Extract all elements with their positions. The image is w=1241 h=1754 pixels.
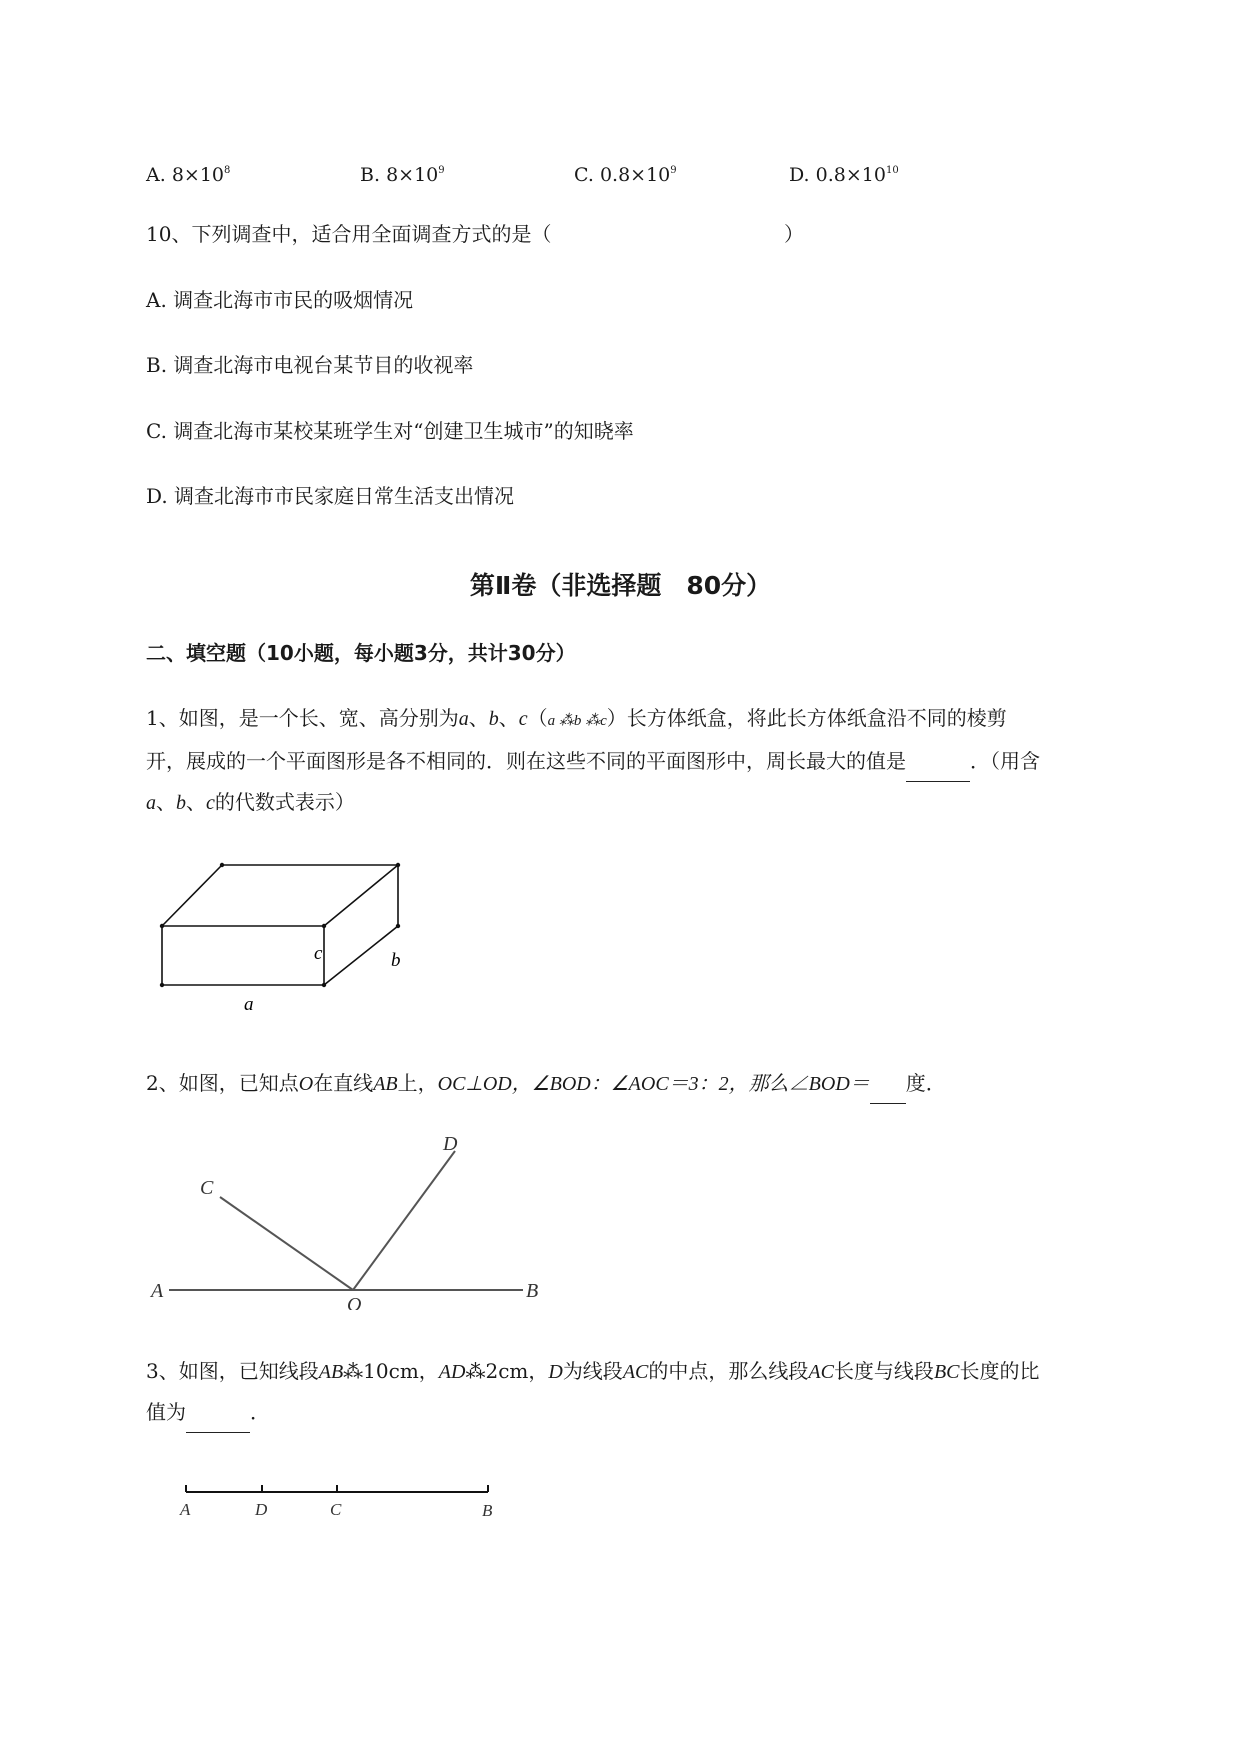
p3-text-6: 长度与线段 (833, 1359, 934, 1383)
option-value: 0.8×10 (815, 164, 886, 186)
var-c: c (206, 792, 215, 814)
var-d: D (548, 1361, 563, 1383)
p2-text-b: 在直线 (313, 1071, 374, 1095)
p2-relation: OC⊥OD，∠BOD：∠AOC＝3：2，那么∠BOD＝ (437, 1073, 870, 1095)
p3-text-4: 为线段 (562, 1359, 623, 1383)
label-a: a (244, 994, 254, 1015)
p1-text-a: 1、如图，是一个长、宽、高分别为 (146, 706, 459, 730)
cuboid-figure (150, 850, 420, 1020)
cuboid-side-face (324, 865, 398, 985)
q9-option-b (360, 159, 445, 187)
answer-blank[interactable] (870, 1063, 906, 1104)
p1-condition: a ⁂b ⁂c (547, 713, 607, 729)
q9-option-d (789, 159, 899, 187)
vertex (160, 983, 164, 987)
vertex (322, 983, 326, 987)
var-ab: AB (318, 1361, 344, 1383)
paren-open: （ (527, 706, 548, 730)
problem-1 (146, 698, 1156, 823)
label-B: B (526, 1280, 539, 1302)
option-value: 8×10 (171, 164, 224, 186)
option-exponent: 9 (438, 165, 445, 176)
option-letter: C. (574, 164, 594, 186)
q9-option-c (574, 159, 677, 187)
q10-option-c: C. 调查北海市某校某班学生对“创建卫生城市”的知晓率 (146, 419, 634, 443)
ray-oc (220, 1197, 353, 1290)
p2-end: 度． (905, 1071, 946, 1095)
option-letter: B. (360, 164, 381, 186)
q10-option-a: A. 调查北海市市民的吸烟情况 (146, 288, 414, 312)
label-C: C (200, 1177, 214, 1199)
angle-figure (145, 1130, 555, 1310)
label-A: A (180, 1500, 191, 1519)
q10-option-b: B. 调查北海市电视台某节目的收视率 (146, 353, 474, 377)
section-subtitle: 二、填空题（10小题，每小题3分，共计30分） (146, 641, 576, 665)
label-b: b (391, 950, 401, 971)
var-ac: AC (622, 1361, 649, 1383)
p1-text-l3: 的代数式表示） (214, 790, 355, 814)
q10-option-d: D. 调查北海市市民家庭日常生活支出情况 (146, 484, 515, 508)
separator: 、 (468, 706, 489, 730)
vertex (160, 924, 164, 928)
option-value: 8×10 (386, 164, 439, 186)
p3-text-5: 的中点，那么线段 (648, 1359, 809, 1383)
option-letter: A. (146, 164, 166, 186)
var-ad: AD (438, 1361, 466, 1383)
option-exponent: 9 (670, 165, 677, 176)
p3-text-7: 长度的比 (959, 1359, 1040, 1383)
p3-text-1: 3、如图，已知线段 (146, 1359, 319, 1383)
problem-2 (146, 1063, 1156, 1104)
answer-blank[interactable] (186, 1392, 250, 1433)
var-a: a (458, 708, 469, 730)
var-b: b (488, 708, 499, 730)
problem-3 (146, 1351, 1156, 1433)
q10-stem-close: ） (784, 222, 804, 246)
q10-stem (146, 221, 551, 247)
option-exponent: 8 (224, 165, 231, 176)
label-D: D (443, 1133, 458, 1155)
p3-text-2: ⁂10cm， (343, 1359, 439, 1383)
p2-text-a: 2、如图，已知点 (146, 1071, 299, 1095)
p3-text-l2-end: ． (250, 1400, 270, 1424)
label-A: A (151, 1280, 164, 1302)
var-o: O (298, 1073, 314, 1095)
option-value: 0.8×10 (599, 164, 671, 186)
var-bc: BC (933, 1361, 960, 1383)
p1-text-l2: 开，展成的一个平面图形是各不相同的．则在这些不同的平面图形中，周长最大的值是 (146, 749, 906, 773)
separator: 、 (498, 706, 519, 730)
label-O: O (347, 1294, 362, 1310)
vertex (396, 924, 400, 928)
answer-blank[interactable] (906, 741, 970, 782)
p2-text-c: 上， (397, 1071, 438, 1095)
option-letter: D. (789, 164, 810, 186)
separator: 、 (186, 790, 206, 814)
q9-option-a (146, 159, 230, 187)
var-c: c (518, 708, 528, 730)
q10-stem-text: 10、下列调查中，适合用全面调查方式的是（ (146, 222, 552, 246)
var-ab: AB (373, 1073, 398, 1095)
cuboid-front-face (162, 926, 324, 985)
label-D: D (255, 1500, 268, 1519)
p3-text-l2: 值为 (146, 1400, 186, 1424)
separator: 、 (156, 790, 176, 814)
p1-text-l2-end: ．（用含 (970, 749, 1040, 773)
var-ac: AC (808, 1361, 834, 1383)
vertex (220, 863, 224, 867)
option-exponent: 10 (885, 165, 899, 176)
vertex (322, 924, 326, 928)
cuboid-top-face (162, 865, 398, 926)
p1-text-b: ）长方体纸盒，将此长方体纸盒沿不同的棱剪 (606, 706, 1007, 730)
p3-text-3: ⁂2cm， (465, 1359, 549, 1383)
var-a: a (146, 792, 156, 814)
var-b: b (176, 792, 186, 814)
ray-od (353, 1151, 455, 1290)
label-C: C (330, 1500, 342, 1519)
label-c: c (314, 943, 323, 964)
label-B: B (482, 1501, 493, 1520)
segment-figure (170, 1480, 510, 1540)
section-title: 第Ⅱ卷（非选择题 80分） (469, 571, 772, 600)
vertex (396, 863, 400, 867)
